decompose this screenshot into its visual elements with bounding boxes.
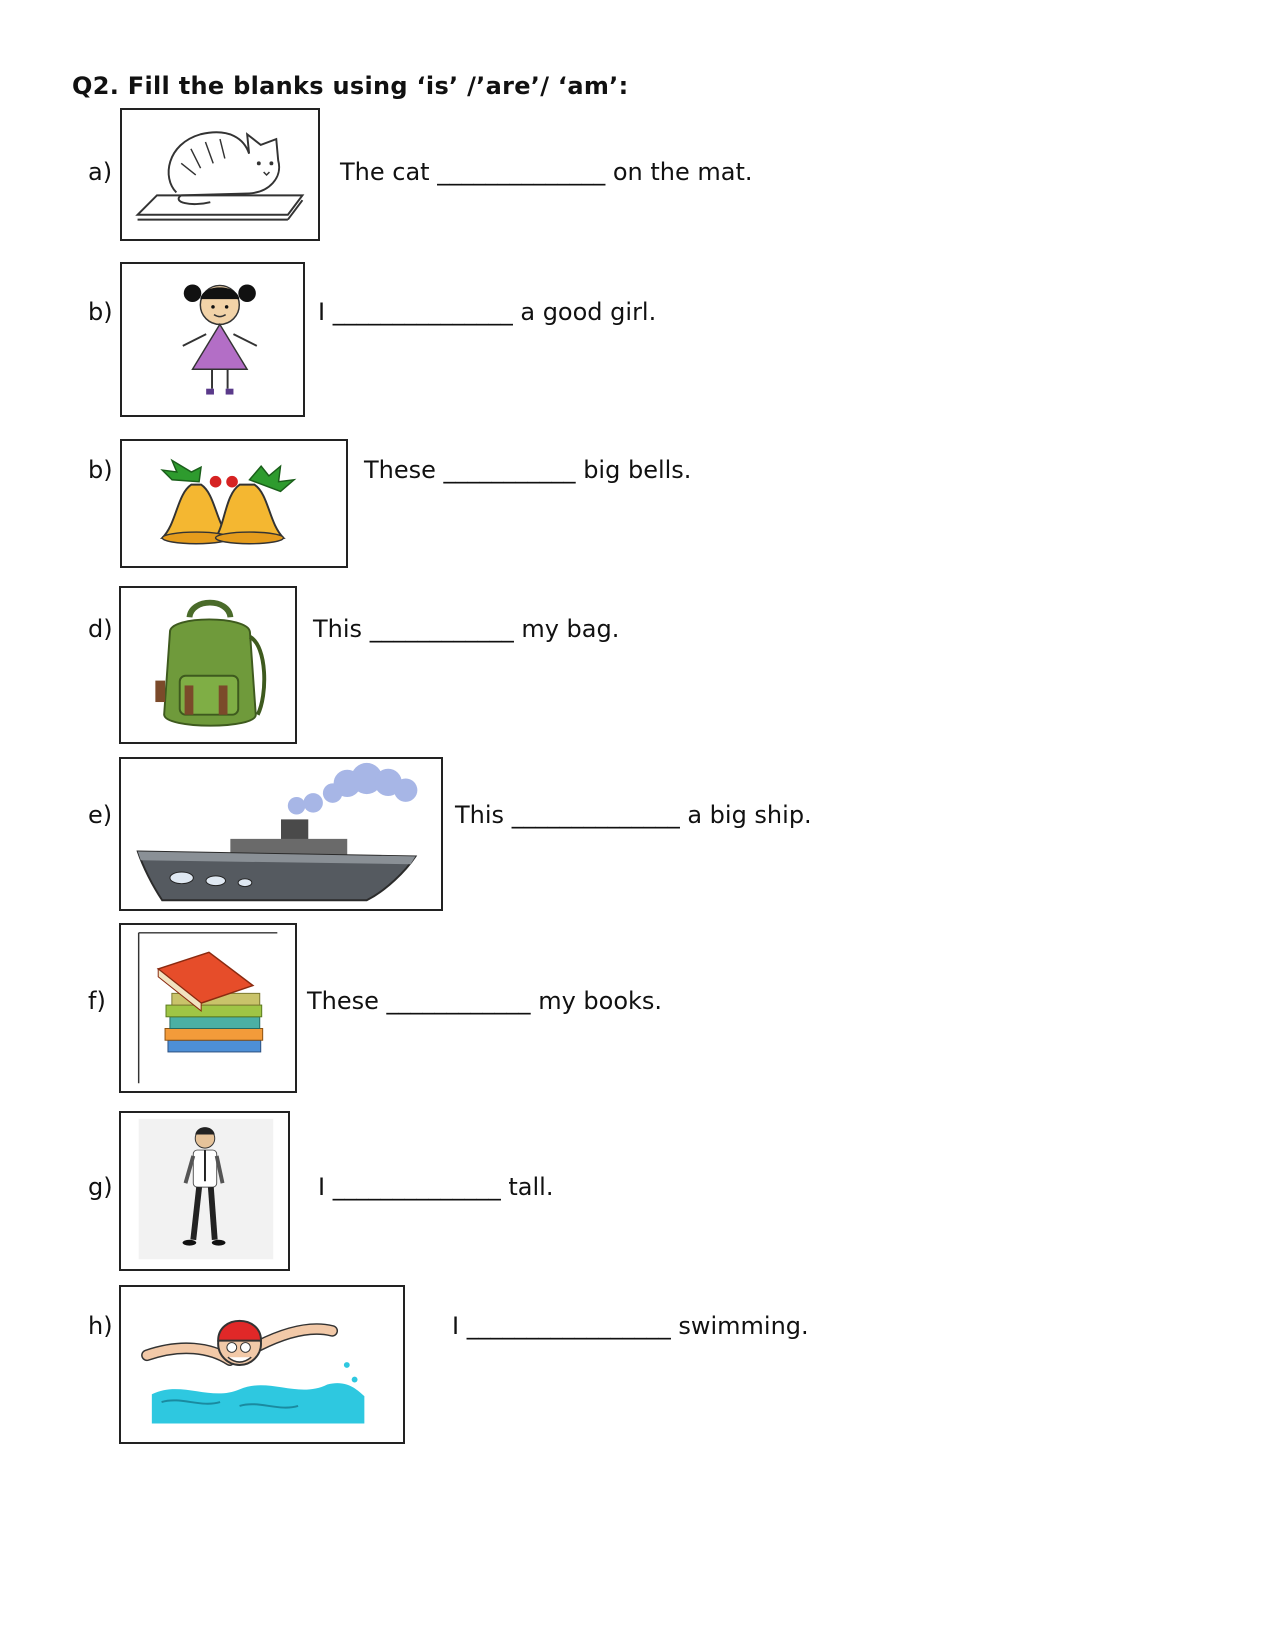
item-c-label: b): [88, 456, 113, 484]
item-g-after: tall.: [508, 1173, 554, 1201]
item-d-label: d): [88, 615, 113, 643]
item-d-blank[interactable]: ____________: [369, 615, 514, 643]
item-g-blank[interactable]: ______________: [332, 1173, 501, 1201]
item-d-before: This: [313, 615, 363, 643]
item-c-before: These: [364, 456, 436, 484]
item-a-label: a): [88, 158, 113, 186]
item-a-sentence: [340, 158, 753, 186]
girl-icon: [120, 262, 305, 417]
item-e-after: a big ship.: [687, 801, 812, 829]
books-icon: [119, 923, 297, 1093]
man-icon: [119, 1111, 290, 1271]
ship-icon: [119, 757, 443, 911]
item-b-blank[interactable]: _______________: [332, 298, 513, 326]
item-e-before: This: [455, 801, 505, 829]
item-c-sentence: [364, 456, 691, 484]
swimmer-icon: [119, 1285, 405, 1444]
item-f-label: f): [88, 987, 106, 1015]
bells-icon: [120, 439, 348, 568]
item-a-before: The cat: [340, 158, 430, 186]
item-e-sentence: [455, 801, 812, 829]
item-e-blank[interactable]: ______________: [511, 801, 680, 829]
item-g-before: I: [318, 1173, 326, 1201]
item-f-sentence: [307, 987, 662, 1015]
worksheet-heading: Q2. Fill the blanks using ‘is’ /’are’/ ‘am’:: [72, 72, 629, 100]
item-h-label: h): [88, 1312, 113, 1340]
item-h-blank[interactable]: _________________: [466, 1312, 671, 1340]
item-d-sentence: [313, 615, 619, 643]
item-b-sentence: [318, 298, 656, 326]
item-c-after: big bells.: [583, 456, 692, 484]
item-h-before: I: [452, 1312, 460, 1340]
item-a-blank[interactable]: ______________: [437, 158, 606, 186]
backpack-icon: [119, 586, 297, 744]
item-e-label: e): [88, 801, 113, 829]
item-c-blank[interactable]: ___________: [443, 456, 576, 484]
item-d-after: my bag.: [521, 615, 620, 643]
item-f-before: These: [307, 987, 379, 1015]
item-b-label: b): [88, 298, 113, 326]
item-g-sentence: [318, 1173, 553, 1201]
item-b-after: a good girl.: [520, 298, 657, 326]
item-g-label: g): [88, 1173, 113, 1201]
item-a-after: on the mat.: [612, 158, 753, 186]
cat-icon: [120, 108, 320, 241]
item-h-sentence: [452, 1312, 809, 1340]
item-f-blank[interactable]: ____________: [386, 987, 531, 1015]
item-h-after: swimming.: [678, 1312, 809, 1340]
item-f-after: my books.: [538, 987, 663, 1015]
item-b-before: I: [318, 298, 326, 326]
